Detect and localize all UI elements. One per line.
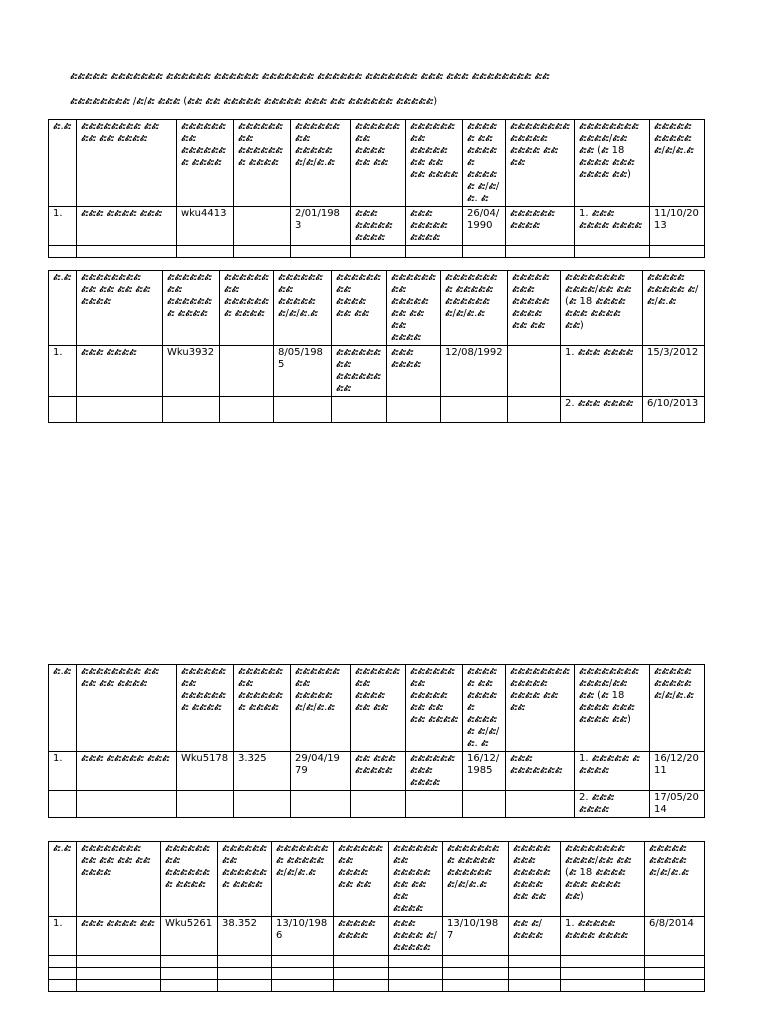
table-cell: ᎈᎈᎈ ᎈᎈᎈᎈ ᎈᎈᎈ — [77, 207, 177, 246]
header-cell: ᎈᎈᎈᎈᎈᎈᎈᎈ ᎈᎈᎈᎈᎈᎈᎈ ᎈᎈᎈᎈ — [234, 665, 291, 752]
table-cell: ᎈᎈᎈ ᎈᎈᎈᎈᎈ ᎈᎈᎈᎈ — [351, 207, 406, 246]
table-cell — [218, 980, 272, 992]
table-cell: 16/12/2011 — [650, 752, 705, 791]
header-cell: ᎈᎈᎈᎈᎈᎈᎈᎈ ᎈᎈ ᎈᎈ ᎈᎈ ᎈᎈᎈᎈ — [77, 120, 177, 207]
table-cell — [334, 956, 389, 968]
table-cell: 15/3/2012 — [643, 346, 705, 397]
header-cell: ᎈᎈᎈᎈᎈᎈᎈᎈ ᎈᎈᎈᎈᎈ ᎈᎈ ᎈᎈ ᎈᎈ ᎈᎈᎈᎈ — [387, 271, 441, 346]
table-cell — [272, 980, 334, 992]
table-cell — [561, 956, 645, 968]
table-cell: ᎈᎈᎈᎈᎈᎈᎈᎈ ᎈᎈᎈᎈᎈᎈᎈᎈ — [332, 346, 387, 397]
header-cell: ᎈᎈᎈᎈᎈᎈᎈᎈ ᎈᎈᎈᎈᎈ ᎈᎈᎈᎈ ᎈᎈ ᎈᎈ — [509, 842, 561, 917]
header-cell: ᎈᎈᎈᎈᎈ ᎈᎈᎈᎈᎈ ᎈ/ᎈ/ᎈ.ᎈ — [650, 120, 705, 207]
header-cell: ᎈᎈᎈᎈᎈᎈᎈᎈ ᎈᎈᎈᎈᎈᎈᎈ ᎈᎈᎈᎈ — [220, 271, 274, 346]
table-cell: 26/04/1990 — [463, 207, 506, 246]
table-cell — [351, 791, 406, 818]
table-cell: Wku5261 — [161, 917, 218, 956]
header-cell: ᎈᎈᎈᎈᎈᎈᎈᎈ ᎈᎈᎈᎈᎈ ᎈ/ᎈ/ᎈ.ᎈ — [274, 271, 332, 346]
table-cell: Wku5178 — [177, 752, 234, 791]
header-cell: ᎈᎈᎈᎈᎈᎈᎈᎈ ᎈᎈᎈᎈ/ᎈᎈ ᎈᎈ (ᎈ 18 ᎈᎈᎈᎈ ᎈᎈᎈ ᎈᎈᎈᎈ ᎈᎈ) — [575, 665, 650, 752]
header-row — [49, 271, 705, 346]
header-cell: ᎈᎈᎈᎈᎈᎈᎈᎈ ᎈᎈᎈᎈᎈᎈᎈ ᎈᎈᎈᎈ — [218, 842, 272, 917]
table-cell: 1. — [49, 207, 77, 246]
table-cell — [561, 980, 645, 992]
table-cell — [234, 791, 291, 818]
table-cell: ᎈᎈ ᎈᎈᎈ ᎈᎈᎈᎈᎈ — [351, 752, 406, 791]
header-cell: ᎈᎈᎈᎈᎈᎈᎈᎈ ᎈᎈᎈᎈᎈ ᎈᎈᎈᎈᎈᎈ ᎈ/ᎈ/ᎈ.ᎈ — [441, 271, 508, 346]
header-row — [49, 842, 705, 917]
table-cell: ᎈᎈ ᎈ/ᎈᎈᎈᎈ — [509, 917, 561, 956]
table-cell: 2/01/1983 — [291, 207, 351, 246]
table-cell: 1. — [49, 917, 77, 956]
header-cell: ᎈᎈᎈᎈᎈᎈᎈᎈ ᎈᎈᎈᎈᎈᎈᎈ ᎈᎈᎈᎈ — [161, 842, 218, 917]
table-cell — [561, 968, 645, 980]
table-cell — [389, 968, 443, 980]
table-cell: 1. ᎈᎈᎈ ᎈᎈᎈᎈ — [561, 346, 643, 397]
table-cell — [218, 956, 272, 968]
header-cell: ᎈᎈᎈᎈᎈᎈᎈᎈ ᎈᎈ ᎈᎈ ᎈᎈ ᎈᎈ ᎈᎈᎈᎈ — [77, 842, 161, 917]
table-cell: 29/04/1979 — [291, 752, 351, 791]
header-cell: ᎈᎈᎈᎈᎈᎈᎈᎈ ᎈᎈᎈᎈᎈ ᎈᎈᎈᎈ ᎈᎈ ᎈᎈ — [506, 120, 575, 207]
record-table-4 — [48, 841, 705, 992]
table-cell — [291, 246, 351, 258]
table-cell — [645, 968, 705, 980]
header-cell: ᎈᎈᎈᎈᎈᎈᎈᎈ ᎈᎈᎈᎈ/ᎈᎈ ᎈᎈ (ᎈ 18 ᎈᎈᎈᎈ ᎈᎈᎈ ᎈᎈᎈᎈ ᎈᎈ) — [561, 271, 643, 346]
header-cell: ᎈᎈᎈᎈᎈᎈᎈᎈ ᎈᎈ ᎈᎈ ᎈᎈ ᎈᎈᎈᎈ — [77, 665, 177, 752]
header-cell: ᎈᎈᎈᎈᎈᎈᎈᎈ ᎈᎈᎈᎈᎈᎈᎈ ᎈᎈᎈᎈ — [234, 120, 291, 207]
table-cell — [77, 968, 161, 980]
heading-line-2: ᎈᎈᎈᎈᎈᎈᎈᎈ /ᎈ/ᎈ ᎈᎈᎈ (ᎈᎈ ᎈᎈ ᎈᎈᎈᎈᎈ ᎈᎈᎈᎈᎈ ᎈᎈᎈ ᎈᎈ ᎈᎈᎈᎈᎈᎈ ᎈᎈᎈᎈᎈ) — [70, 96, 438, 107]
table-cell: 2. ᎈᎈᎈ ᎈᎈᎈᎈ — [561, 397, 643, 423]
table-cell — [508, 346, 561, 397]
header-cell: ᎈᎈᎈᎈᎈᎈᎈᎈ ᎈᎈᎈᎈᎈ ᎈᎈ ᎈᎈ ᎈᎈ ᎈᎈᎈᎈ — [406, 120, 463, 207]
table-cell: 1. ᎈᎈᎈ ᎈᎈᎈᎈ ᎈᎈᎈᎈ — [575, 207, 650, 246]
header-cell: ᎈᎈᎈᎈᎈᎈᎈᎈ ᎈᎈᎈᎈᎈᎈᎈ ᎈᎈᎈᎈ — [177, 665, 234, 752]
header-cell: ᎈ.ᎈ — [49, 665, 77, 752]
table-cell: 3.325 — [234, 752, 291, 791]
table-cell — [177, 791, 234, 818]
table-cell — [506, 246, 575, 258]
table-cell — [77, 397, 163, 423]
header-cell: ᎈᎈᎈᎈᎈᎈᎈᎈ ᎈᎈᎈᎈᎈ ᎈᎈᎈᎈ ᎈᎈ ᎈᎈ — [508, 271, 561, 346]
table-row — [49, 246, 705, 258]
table-cell — [443, 968, 509, 980]
table-cell: 2. ᎈᎈᎈ ᎈᎈᎈᎈ — [575, 791, 650, 818]
table-cell: 6/10/2013 — [643, 397, 705, 423]
table-cell: ᎈᎈᎈ ᎈᎈᎈᎈ — [77, 346, 163, 397]
table-cell — [645, 980, 705, 992]
table-cell: ᎈᎈᎈ ᎈᎈᎈᎈ — [387, 346, 441, 397]
table-cell — [177, 246, 234, 258]
header-cell: ᎈᎈᎈᎈᎈᎈᎈᎈ ᎈᎈᎈᎈ ᎈᎈ ᎈᎈ — [351, 120, 406, 207]
table-cell — [506, 791, 575, 818]
table-cell: 1. — [49, 346, 77, 397]
table-cell — [49, 956, 77, 968]
table-cell — [332, 397, 387, 423]
table-cell — [49, 968, 77, 980]
table-cell — [351, 246, 406, 258]
table-cell — [406, 246, 463, 258]
table-row — [49, 791, 705, 818]
header-cell: ᎈᎈᎈᎈᎈᎈᎈᎈ ᎈᎈᎈᎈ ᎈᎈ ᎈᎈ — [351, 665, 406, 752]
table-cell — [389, 956, 443, 968]
table-cell — [509, 956, 561, 968]
table-row — [49, 968, 705, 980]
heading-line-1: ᎈᎈᎈᎈᎈ ᎈᎈᎈᎈᎈᎈᎈ ᎈᎈᎈᎈᎈᎈ ᎈᎈᎈᎈᎈᎈ ᎈᎈᎈᎈᎈᎈᎈ ᎈᎈᎈᎈᎈᎈ ᎈᎈᎈᎈᎈᎈᎈ ᎈᎈᎈ ᎈᎈᎈ ᎈᎈᎈᎈᎈᎈᎈᎈ ᎈᎈ — [70, 71, 550, 82]
header-cell: ᎈᎈᎈᎈᎈᎈᎈᎈ ᎈᎈᎈᎈ/ᎈᎈ ᎈᎈ (ᎈ 18 ᎈᎈᎈᎈ ᎈᎈᎈ ᎈᎈᎈᎈ ᎈᎈ) — [575, 120, 650, 207]
table-cell: 8/05/1985 — [274, 346, 332, 397]
table-cell — [463, 246, 506, 258]
table-cell: 11/10/2013 — [650, 207, 705, 246]
table-cell: ᎈᎈᎈᎈᎈᎈ ᎈᎈᎈᎈ — [506, 207, 575, 246]
table-cell: ᎈᎈᎈ ᎈᎈᎈᎈ ᎈ/ᎈᎈᎈᎈᎈ — [389, 917, 443, 956]
header-cell: ᎈᎈᎈᎈᎈᎈᎈᎈ ᎈᎈᎈᎈᎈᎈᎈ ᎈᎈᎈᎈ — [163, 271, 220, 346]
table-row — [49, 207, 705, 246]
table-cell — [272, 968, 334, 980]
header-row — [49, 665, 705, 752]
header-cell: ᎈᎈᎈᎈᎈᎈᎈᎈ ᎈᎈᎈᎈ ᎈᎈ ᎈᎈ — [332, 271, 387, 346]
header-cell: ᎈᎈᎈᎈᎈ ᎈᎈᎈᎈᎈ ᎈ/ᎈ/ᎈ.ᎈ — [643, 271, 705, 346]
header-cell: ᎈᎈᎈᎈᎈᎈᎈᎈ ᎈᎈᎈᎈᎈ ᎈᎈᎈᎈ ᎈᎈ ᎈᎈ — [506, 665, 575, 752]
table-cell — [161, 968, 218, 980]
table-cell — [77, 246, 177, 258]
header-row — [49, 120, 705, 207]
header-cell: ᎈᎈᎈᎈᎈ ᎈᎈ ᎈᎈᎈᎈᎈ ᎈᎈᎈᎈᎈ ᎈ/ᎈ/ᎈ. ᎈ — [463, 665, 506, 752]
table-cell — [49, 791, 77, 818]
table-cell: ᎈᎈᎈ ᎈᎈᎈᎈᎈ ᎈᎈᎈᎈ — [406, 207, 463, 246]
header-cell: ᎈᎈᎈᎈᎈᎈᎈᎈ ᎈᎈᎈᎈᎈ ᎈ/ᎈ/ᎈ.ᎈ — [291, 665, 351, 752]
table-cell — [49, 246, 77, 258]
table-cell — [49, 980, 77, 992]
header-cell: ᎈ.ᎈ — [49, 842, 77, 917]
table-cell — [508, 397, 561, 423]
table-cell: 13/10/1986 — [272, 917, 334, 956]
table-cell — [234, 246, 291, 258]
table-cell — [463, 791, 506, 818]
table-cell — [406, 791, 463, 818]
table-cell: ᎈᎈᎈ ᎈᎈᎈᎈ ᎈᎈ — [77, 917, 161, 956]
table-cell — [274, 397, 332, 423]
table-cell — [77, 956, 161, 968]
table-cell: 1. ᎈᎈᎈᎈᎈ ᎈᎈᎈᎈ ᎈᎈᎈᎈ — [561, 917, 645, 956]
header-cell: ᎈᎈᎈᎈᎈᎈᎈᎈ ᎈᎈᎈᎈᎈ ᎈᎈ ᎈᎈ ᎈᎈ ᎈᎈᎈᎈ — [406, 665, 463, 752]
table-cell — [234, 207, 291, 246]
table-cell — [441, 397, 508, 423]
table-cell — [645, 956, 705, 968]
table-cell — [218, 968, 272, 980]
header-cell: ᎈ.ᎈ — [49, 120, 77, 207]
table-cell — [220, 346, 274, 397]
table-cell: 12/08/1992 — [441, 346, 508, 397]
table-cell: 13/10/1987 — [443, 917, 509, 956]
record-table-3 — [48, 664, 705, 818]
table-row — [49, 397, 705, 423]
header-cell: ᎈᎈᎈᎈᎈᎈᎈᎈ ᎈᎈᎈᎈ ᎈᎈ ᎈᎈ — [334, 842, 389, 917]
table-cell: 1. ᎈᎈᎈᎈᎈ ᎈ ᎈᎈᎈᎈ — [575, 752, 650, 791]
table-cell: Wku3932 — [163, 346, 220, 397]
table-cell: 17/05/2014 — [650, 791, 705, 818]
header-cell: ᎈᎈᎈᎈᎈᎈᎈᎈ ᎈᎈᎈᎈᎈ ᎈ/ᎈ/ᎈ.ᎈ — [272, 842, 334, 917]
table-cell — [77, 791, 177, 818]
table-cell — [163, 397, 220, 423]
record-table-2 — [48, 270, 705, 423]
table-cell: 1. — [49, 752, 77, 791]
table-cell — [443, 956, 509, 968]
header-cell: ᎈᎈᎈᎈᎈᎈᎈᎈ ᎈᎈᎈᎈᎈᎈᎈ ᎈᎈᎈᎈ — [177, 120, 234, 207]
header-cell: ᎈᎈᎈᎈᎈᎈᎈᎈ ᎈᎈᎈᎈᎈ ᎈ/ᎈ/ᎈ.ᎈ — [291, 120, 351, 207]
header-cell: ᎈᎈᎈᎈᎈᎈᎈᎈ ᎈᎈ ᎈᎈ ᎈᎈ ᎈᎈ ᎈᎈᎈᎈ — [77, 271, 163, 346]
header-cell: ᎈᎈᎈᎈᎈ ᎈᎈ ᎈᎈᎈᎈᎈ ᎈᎈᎈᎈᎈ ᎈ/ᎈ/ᎈ. ᎈ — [463, 120, 506, 207]
table-cell — [291, 791, 351, 818]
table-cell — [443, 980, 509, 992]
table-cell: 16/12/1985 — [463, 752, 506, 791]
table-row — [49, 752, 705, 791]
table-cell: 6/8/2014 — [645, 917, 705, 956]
table-cell — [334, 968, 389, 980]
table-cell: ᎈᎈᎈ ᎈᎈᎈᎈᎈᎈᎈ — [506, 752, 575, 791]
table-cell: ᎈᎈᎈᎈᎈᎈ ᎈᎈᎈ ᎈᎈᎈᎈ — [406, 752, 463, 791]
table-cell — [334, 980, 389, 992]
table-cell: wku4413 — [177, 207, 234, 246]
table-row — [49, 917, 705, 956]
table-cell — [161, 956, 218, 968]
table-cell — [272, 956, 334, 968]
header-cell: ᎈᎈᎈᎈᎈᎈᎈᎈ ᎈᎈᎈᎈᎈ ᎈᎈ ᎈᎈ ᎈᎈ ᎈᎈᎈᎈ — [389, 842, 443, 917]
table-row — [49, 956, 705, 968]
table-cell — [509, 980, 561, 992]
table-cell — [509, 968, 561, 980]
table-cell — [650, 246, 705, 258]
header-cell: ᎈᎈᎈᎈᎈᎈᎈᎈ ᎈᎈᎈᎈᎈ ᎈᎈᎈᎈᎈᎈ ᎈ/ᎈ/ᎈ.ᎈ — [443, 842, 509, 917]
table-row — [49, 346, 705, 397]
table-cell: ᎈᎈᎈ ᎈᎈᎈᎈᎈ ᎈᎈᎈ — [77, 752, 177, 791]
header-cell: ᎈᎈᎈᎈᎈ ᎈᎈᎈᎈᎈ ᎈ/ᎈ/ᎈ.ᎈ — [645, 842, 705, 917]
table-cell — [387, 397, 441, 423]
table-cell — [220, 397, 274, 423]
record-table-1 — [48, 119, 705, 258]
table-cell — [161, 980, 218, 992]
header-cell: ᎈᎈᎈᎈᎈ ᎈᎈᎈᎈᎈ ᎈ/ᎈ/ᎈ.ᎈ — [650, 665, 705, 752]
header-cell: ᎈ.ᎈ — [49, 271, 77, 346]
header-cell: ᎈᎈᎈᎈᎈᎈᎈᎈ ᎈᎈᎈᎈ/ᎈᎈ ᎈᎈ (ᎈ 18 ᎈᎈᎈᎈ ᎈᎈᎈ ᎈᎈᎈᎈ ᎈᎈ) — [561, 842, 645, 917]
table-cell — [575, 246, 650, 258]
table-cell: 38.352 — [218, 917, 272, 956]
table-cell — [49, 397, 77, 423]
table-row — [49, 980, 705, 992]
table-cell — [77, 980, 161, 992]
table-cell — [389, 980, 443, 992]
table-cell: ᎈᎈᎈᎈᎈ ᎈᎈᎈᎈ — [334, 917, 389, 956]
